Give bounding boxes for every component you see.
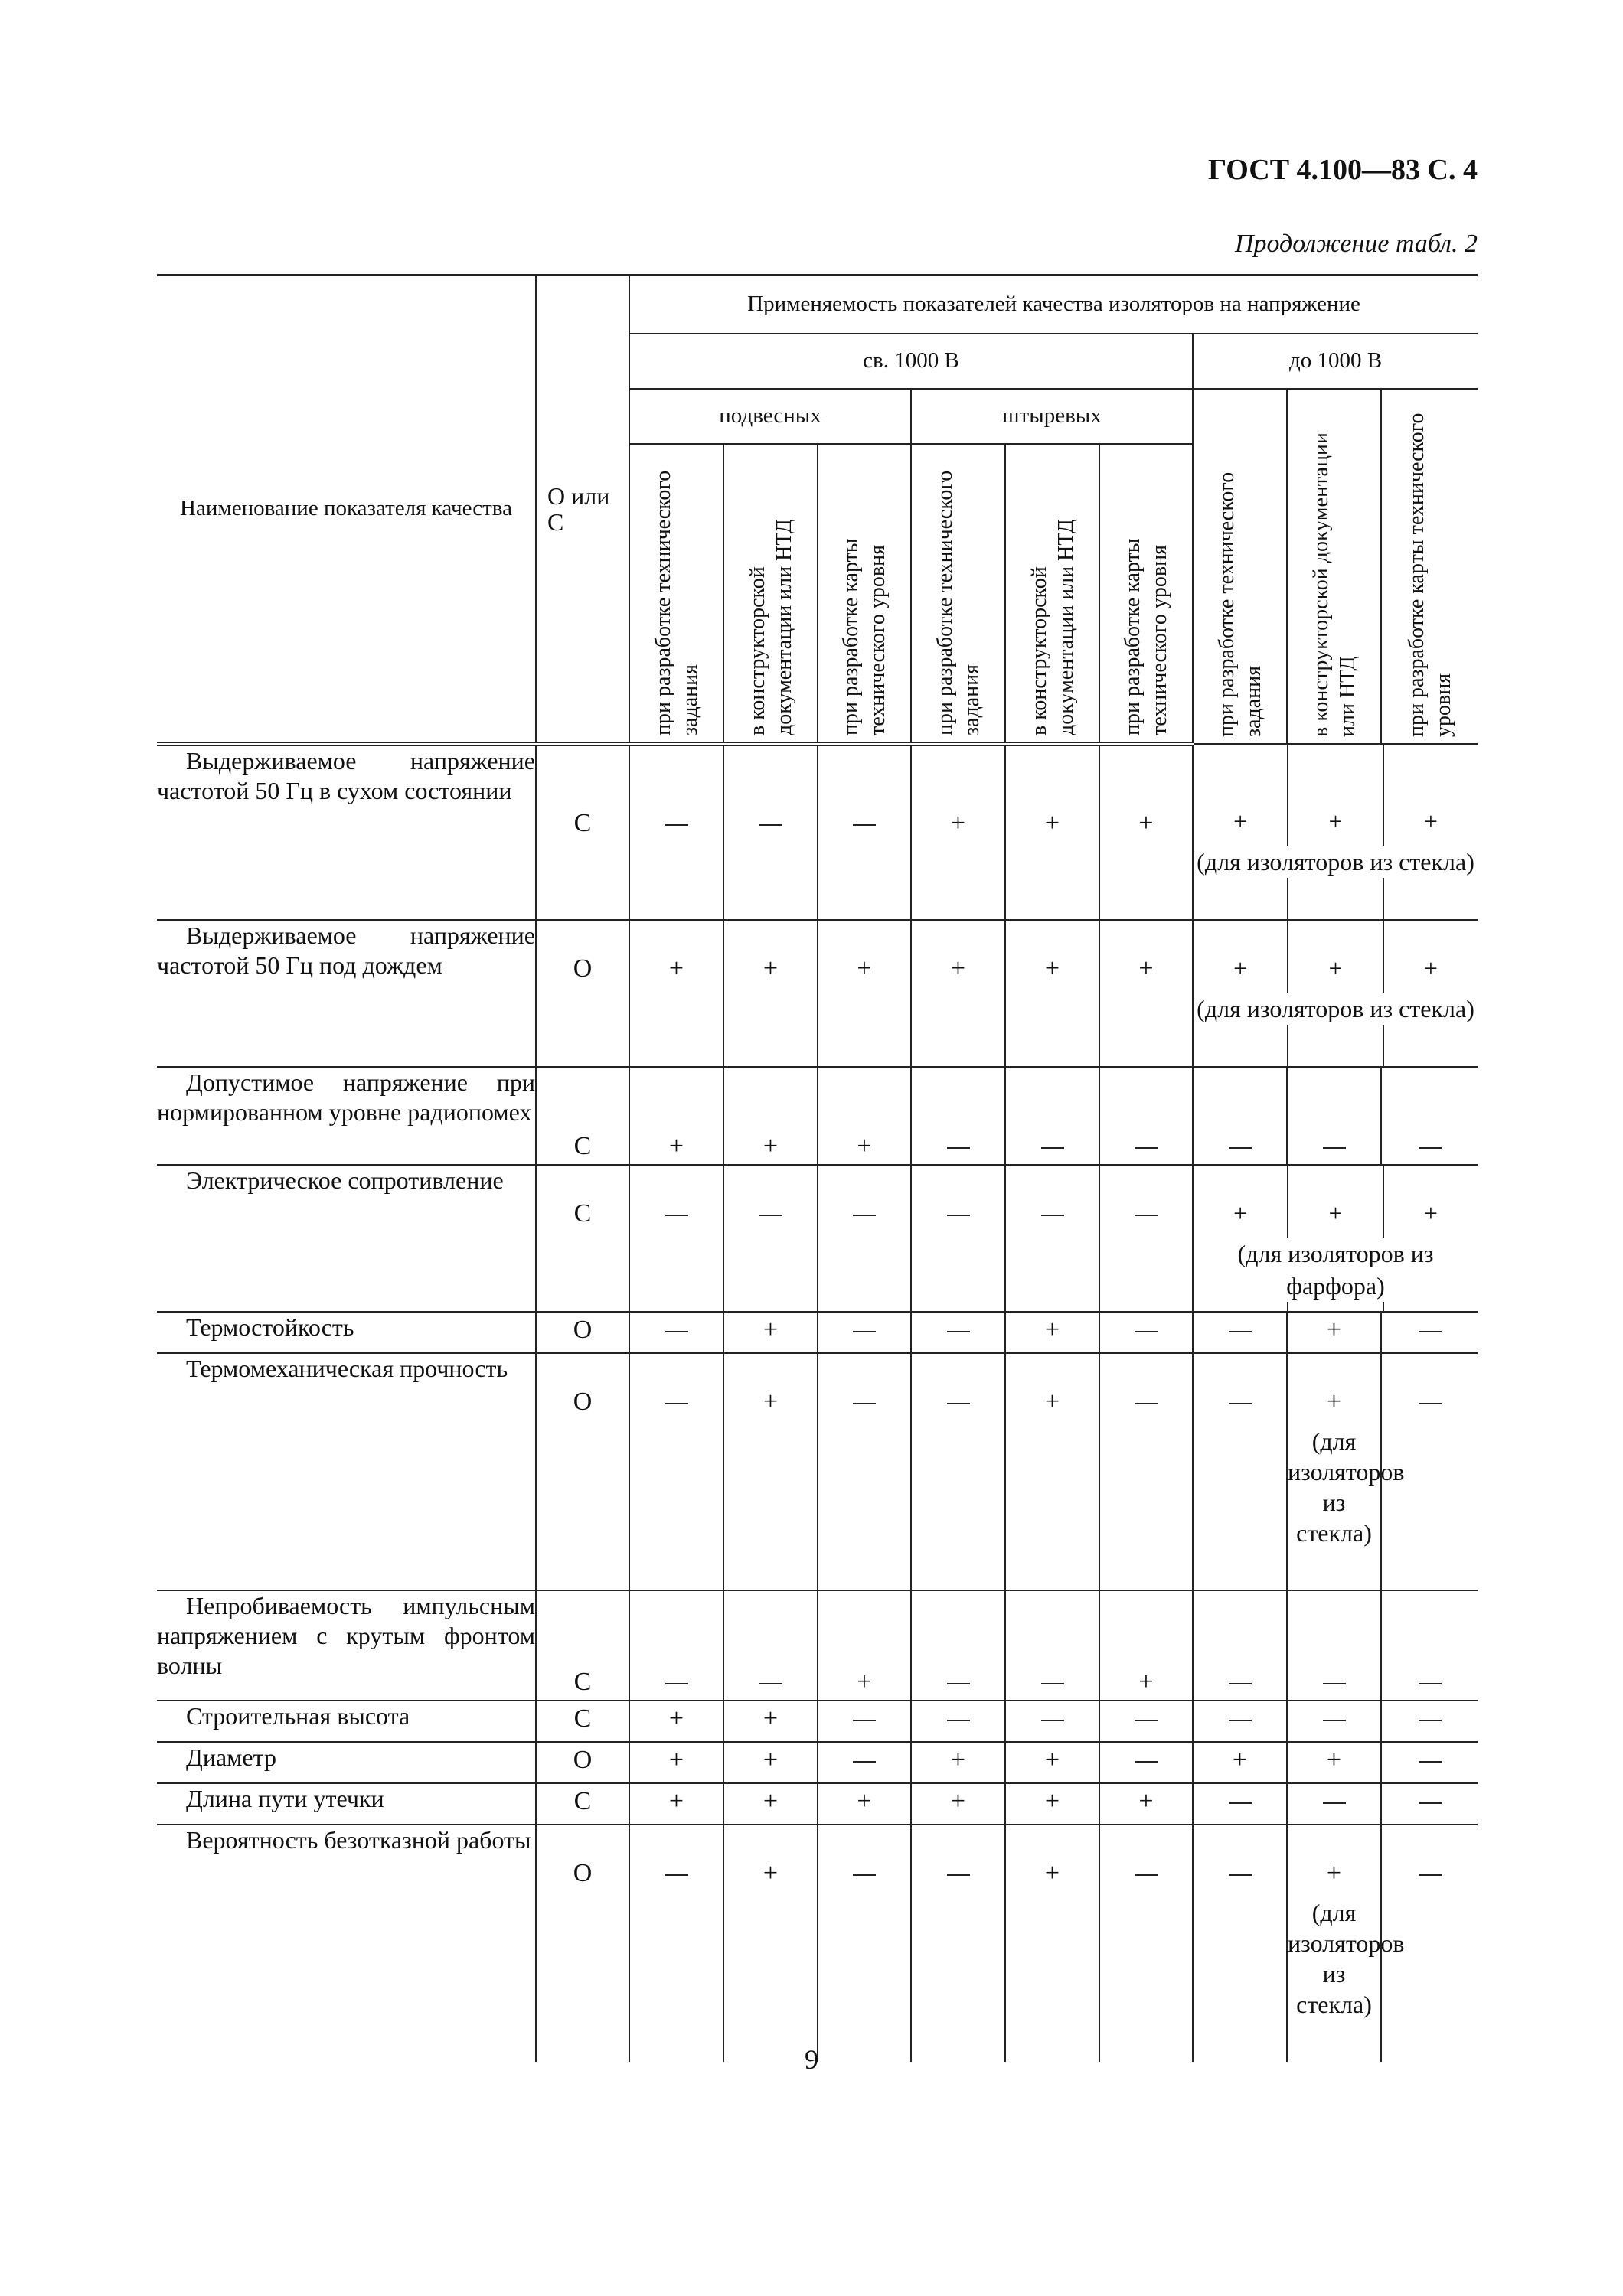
applicability-cell: +	[911, 920, 1005, 1067]
dash-mark	[665, 1874, 688, 1876]
applicability-cell: +	[911, 1742, 1005, 1783]
applicability-cell: +	[818, 1783, 911, 1825]
dash-mark	[1229, 1874, 1252, 1876]
dash-mark	[853, 824, 876, 826]
page-header: ГОСТ 4.100—83 С. 4	[1208, 154, 1478, 186]
o-or-c-cell: О	[536, 1312, 629, 1353]
below-1000v-group-cell	[1193, 1165, 1478, 1312]
applicability-cell	[1381, 1783, 1478, 1825]
o-or-c-cell: О	[536, 920, 629, 1067]
applicability-cell: +	[1005, 1742, 1099, 1783]
applicability-cell	[911, 1590, 1005, 1701]
applicability-cell: +	[911, 1783, 1005, 1825]
o-or-c-cell: С	[536, 1590, 629, 1701]
applicability-cell: +	[1233, 1199, 1248, 1227]
applicability-cell: +	[1383, 921, 1478, 1066]
applicability-cell	[1193, 1312, 1287, 1353]
material-note: (для изоляторов из стекла)	[1288, 1427, 1405, 1547]
table-continuation-label: Продолжение табл. 2	[1234, 230, 1478, 258]
dash-mark	[759, 1683, 782, 1684]
below-1000v-group-cell	[1193, 744, 1478, 920]
applicability-cell: +	[818, 1067, 911, 1165]
applicability-cell: +	[818, 920, 911, 1067]
applicability-cell	[1099, 1165, 1193, 1312]
o-or-c-cell: О	[536, 1353, 629, 1590]
applicability-cell	[1099, 1353, 1193, 1590]
dash-mark	[1419, 1403, 1442, 1404]
material-note: (для изоляторов из стекла)	[1194, 993, 1478, 1025]
dash-mark	[1041, 1683, 1064, 1684]
applicability-cell: +	[723, 1353, 818, 1590]
applicability-cell	[723, 1165, 818, 1312]
applicability-cell	[911, 1701, 1005, 1742]
dash-mark	[759, 1215, 782, 1216]
applicability-cell: +	[1005, 1353, 1099, 1590]
applicability-cell	[1005, 1590, 1099, 1701]
applicability-cell: +	[1287, 1312, 1381, 1353]
dash-mark	[665, 1331, 688, 1332]
applicability-cell	[911, 1165, 1005, 1312]
applicability-cell: +	[1287, 921, 1382, 1066]
applicability-cell	[818, 744, 911, 920]
applicability-cell: +	[723, 1701, 818, 1742]
applicability-cell	[1381, 1067, 1478, 1165]
indicator-name: Допустимое напряжение при нормированном уровне радиопомех	[157, 1067, 536, 1165]
applicability-cell	[1005, 1165, 1099, 1312]
dash-mark	[947, 1215, 970, 1216]
dash-mark	[1419, 1147, 1442, 1149]
dash-mark	[1419, 1761, 1442, 1763]
applicability-cell	[1287, 1067, 1381, 1165]
table-row	[157, 1783, 1478, 1825]
col-header-name: Наименование показателя качества	[157, 276, 536, 744]
o-or-c-cell: С	[536, 744, 629, 920]
indicator-name: Длина пути утечки	[157, 1783, 536, 1825]
o-or-c-cell: О	[536, 1825, 629, 2062]
indicator-name: Диаметр	[157, 1742, 536, 1783]
applicability-cell	[1381, 1701, 1478, 1742]
applicability-cell	[629, 744, 723, 920]
applicability-cell	[1193, 1783, 1287, 1825]
quality-indicators-table	[157, 274, 1478, 2062]
table-row	[157, 1590, 1478, 1701]
applicability-cell: +	[911, 744, 1005, 920]
dash-mark	[1419, 1720, 1442, 1721]
dash-mark	[1229, 1802, 1252, 1804]
applicability-cell	[1005, 1067, 1099, 1165]
applicability-cell: +	[629, 920, 723, 1067]
material-note: (для изоляторов из стекла)	[1288, 1898, 1405, 2018]
applicability-cell	[818, 1742, 911, 1783]
applicability-cell	[1381, 1742, 1478, 1783]
applicability-cell: +	[1233, 954, 1248, 982]
indicator-name: Термомеханическая прочность	[157, 1353, 536, 1590]
applicability-cell: +	[629, 1783, 723, 1825]
dash-mark	[1135, 1215, 1158, 1216]
dash-mark	[1419, 1802, 1442, 1804]
indicator-name: Непробиваемость импульсным напряжением с крутым фронтом волны	[157, 1590, 536, 1701]
dash-mark	[1419, 1874, 1442, 1876]
applicability-cell: +	[1005, 920, 1099, 1067]
applicability-cell	[723, 1590, 818, 1701]
applicability-cell: +	[629, 1067, 723, 1165]
dash-mark	[1229, 1720, 1252, 1721]
applicability-cell	[1099, 1825, 1193, 2062]
dash-mark	[1229, 1147, 1252, 1149]
applicability-cell	[818, 1825, 911, 2062]
table-row	[157, 920, 1478, 1067]
dash-mark	[665, 1215, 688, 1216]
col-header-below-tz: при разработке технического задания	[1193, 389, 1287, 744]
dash-mark	[1135, 1403, 1158, 1404]
col-header-susp-ntd: в конструкторской документации или НТД	[723, 444, 818, 744]
applicability-cell	[1099, 1701, 1193, 1742]
dash-mark	[1419, 1331, 1442, 1332]
dash-mark	[1135, 1147, 1158, 1149]
dash-mark	[947, 1147, 970, 1149]
dash-mark	[1229, 1403, 1252, 1404]
dash-mark	[1229, 1683, 1252, 1684]
applicability-cell: +	[1099, 920, 1193, 1067]
applicability-cell: +	[1383, 745, 1478, 919]
applicability-cell	[911, 1825, 1005, 2062]
dash-mark	[1419, 1683, 1442, 1684]
table-row	[157, 744, 1478, 920]
applicability-cell	[629, 1825, 723, 2062]
dash-mark	[853, 1331, 876, 1332]
col-header-o-or-c: О или С	[536, 276, 629, 744]
applicability-cell	[1099, 1067, 1193, 1165]
applicability-cell	[911, 1067, 1005, 1165]
page-number: 9	[805, 2044, 818, 2075]
applicability-cell	[1193, 1353, 1287, 1590]
dash-mark	[1135, 1874, 1158, 1876]
applicability-cell: +	[1193, 1742, 1287, 1783]
col-header-below-1000v: до 1000 В	[1193, 334, 1478, 389]
table-row	[157, 1701, 1478, 1742]
dash-mark	[947, 1874, 970, 1876]
applicability-cell: +	[629, 1742, 723, 1783]
dash-mark	[1323, 1147, 1346, 1149]
applicability-cell	[1193, 1701, 1287, 1742]
applicability-cell: +	[629, 1701, 723, 1742]
applicability-cell: +	[1099, 1590, 1193, 1701]
table-row	[157, 1742, 1478, 1783]
o-or-c-cell: О	[536, 1742, 629, 1783]
applicability-cell	[1287, 1590, 1381, 1701]
table-row	[157, 1067, 1478, 1165]
applicability-cell: + (для изоляторов из стекла)	[1287, 1353, 1381, 1590]
col-header-pin-card: при разработке карты технического уровня	[1099, 444, 1193, 744]
applicability-cell: +	[723, 1742, 818, 1783]
indicator-name: Выдерживаемое напряжение частотой 50 Гц под дождем	[157, 920, 536, 1067]
col-header-below-card: при разработке карты технического уровня	[1381, 389, 1478, 744]
applicability-cell	[1193, 1067, 1287, 1165]
indicator-name: Строительная высота	[157, 1701, 536, 1742]
applicability-cell	[818, 1312, 911, 1353]
applicability-cell: +	[723, 920, 818, 1067]
dash-mark	[665, 1683, 688, 1684]
applicability-cell: +	[723, 1783, 818, 1825]
indicator-name: Термостойкость	[157, 1312, 536, 1353]
col-header-suspended: подвесных	[629, 389, 911, 444]
col-header-applicability: Применяемость показателей качества изоляторов на напряжение	[629, 276, 1478, 334]
dash-mark	[1041, 1720, 1064, 1721]
o-or-c-cell: С	[536, 1165, 629, 1312]
indicator-name: Выдерживаемое напряжение частотой 50 Гц в сухом состоянии	[157, 744, 536, 920]
applicability-cell	[1287, 1783, 1381, 1825]
applicability-cell: +	[1005, 1783, 1099, 1825]
applicability-cell	[629, 1353, 723, 1590]
dash-mark	[1323, 1683, 1346, 1684]
applicability-cell: +	[1287, 1742, 1381, 1783]
dash-mark	[1323, 1802, 1346, 1804]
table-row	[157, 1165, 1478, 1312]
applicability-cell: +	[1099, 1783, 1193, 1825]
dash-mark	[853, 1761, 876, 1763]
applicability-cell	[1381, 1825, 1478, 2062]
table-body	[157, 744, 1478, 2062]
applicability-cell	[1381, 1312, 1478, 1353]
dash-mark	[947, 1720, 970, 1721]
below-1000v-group-cell	[1193, 920, 1478, 1067]
dash-mark	[853, 1720, 876, 1721]
applicability-cell	[629, 1165, 723, 1312]
dash-mark	[665, 1403, 688, 1404]
applicability-cell: +	[1005, 1825, 1099, 2062]
applicability-cell: +	[1233, 807, 1248, 835]
applicability-cell: +	[1005, 744, 1099, 920]
table-row	[157, 1825, 1478, 2062]
applicability-cell: + (для изоляторов из стекла)	[1287, 1825, 1381, 2062]
dash-mark	[853, 1874, 876, 1876]
dash-mark	[1041, 1147, 1064, 1149]
applicability-cell	[911, 1353, 1005, 1590]
dash-mark	[1323, 1720, 1346, 1721]
dash-mark	[947, 1683, 970, 1684]
applicability-cell: +	[1005, 1312, 1099, 1353]
col-header-pin-ntd: в конструкторской документации или НТД	[1005, 444, 1099, 744]
dash-mark	[1135, 1761, 1158, 1763]
applicability-cell	[818, 1165, 911, 1312]
applicability-cell	[1193, 1590, 1287, 1701]
col-header-above-1000v: св. 1000 В	[629, 334, 1193, 389]
applicability-cell: +	[1099, 744, 1193, 920]
col-header-susp-card: при разработке карты технического уровня	[818, 444, 911, 744]
col-header-below-ntd: в конструкторской документации или НТД	[1287, 389, 1381, 744]
col-header-susp-tz: при разработке технического задания	[629, 444, 723, 744]
applicability-cell	[818, 1701, 911, 1742]
dash-mark	[853, 1403, 876, 1404]
dash-mark	[1135, 1331, 1158, 1332]
applicability-cell	[1381, 1590, 1478, 1701]
applicability-cell	[1287, 1701, 1381, 1742]
table-row	[157, 1312, 1478, 1353]
applicability-cell	[818, 1353, 911, 1590]
applicability-cell	[1099, 1312, 1193, 1353]
applicability-cell: +	[723, 1312, 818, 1353]
o-or-c-cell: С	[536, 1783, 629, 1825]
applicability-cell	[629, 1312, 723, 1353]
col-header-pin: штыревых	[911, 389, 1193, 444]
dash-mark	[665, 824, 688, 826]
applicability-cell: +	[818, 1590, 911, 1701]
applicability-cell	[1381, 1353, 1478, 1590]
applicability-cell: +	[723, 1067, 818, 1165]
material-note: (для изоляторов из фарфора)	[1194, 1238, 1478, 1302]
applicability-cell: +	[1383, 1166, 1478, 1311]
applicability-cell	[1005, 1701, 1099, 1742]
applicability-cell: +	[723, 1825, 818, 2062]
o-or-c-cell: С	[536, 1701, 629, 1742]
o-or-c-cell: С	[536, 1067, 629, 1165]
col-header-pin-tz: при разработке технического задания	[911, 444, 1005, 744]
applicability-cell	[1193, 1825, 1287, 2062]
applicability-cell	[911, 1312, 1005, 1353]
dash-mark	[947, 1403, 970, 1404]
indicator-name: Вероятность безотказной работы	[157, 1825, 536, 2062]
dash-mark	[1229, 1331, 1252, 1332]
applicability-cell: +	[1287, 745, 1382, 919]
dash-mark	[1135, 1720, 1158, 1721]
applicability-cell: +	[1287, 1166, 1382, 1311]
dash-mark	[947, 1331, 970, 1332]
applicability-cell	[723, 744, 818, 920]
applicability-cell	[1099, 1742, 1193, 1783]
dash-mark	[1041, 1215, 1064, 1216]
dash-mark	[759, 824, 782, 826]
table-row	[157, 1353, 1478, 1590]
dash-mark	[853, 1215, 876, 1216]
indicator-name: Электрическое сопротивление	[157, 1165, 536, 1312]
applicability-cell	[629, 1590, 723, 1701]
material-note: (для изоляторов из стекла)	[1194, 846, 1478, 878]
